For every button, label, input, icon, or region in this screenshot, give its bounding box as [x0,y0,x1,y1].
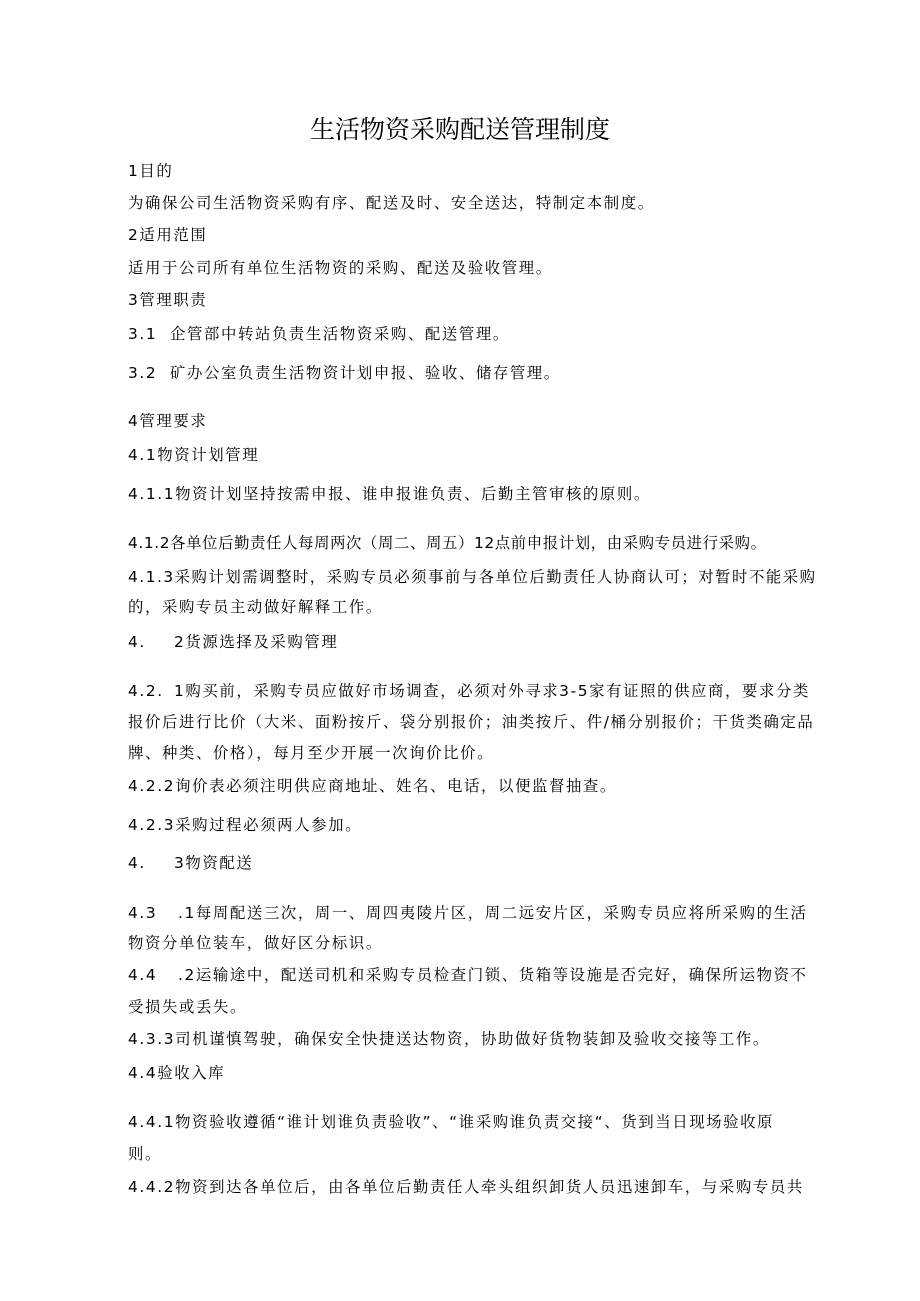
paragraph: 的，采购专员主动做好解释工作。 [128,598,383,616]
paragraph: 4.4.2物资到达各单位后，由各单位后勤责任人牵头组织卸货人员迅速卸车，与采购专员共 [128,1178,804,1196]
document-title: 生活物资采购配送管理制度 [309,115,610,144]
paragraph: 4.4.1物资验收遵循“谁计划谁负责验收”、“谁采购谁负责交接“、货到当日现场验收原 [128,1113,775,1131]
paragraph: 4.2.3采购过程必须两人参加。 [128,816,363,834]
section-heading-purpose: 1目的 [128,162,174,180]
section-heading-requirements: 4管理要求 [128,412,208,430]
subsection-heading: 4.4验收入库 [128,1064,226,1082]
clause-text: 1购买前，采购专员应做好市场调查，必须对外寻求3-5家有证照的供应商，要求分类 [174,682,811,700]
paragraph: 则。 [128,1145,162,1163]
subsection-heading [128,846,818,880]
clause-number: 4.2. [128,682,164,700]
clause-text: .1每周配送三次，周一、周四夷陵片区，周二远安片区，采购专员应将所采购的生活 [178,904,808,922]
paragraph: 为确保公司生活物资采购有序、配送及时、安全送达，特制定本制度。 [128,194,655,212]
paragraph: 受损失或丢失。 [128,998,247,1016]
section-heading-responsibilities: 3管理职责 [128,291,208,309]
paragraph: 4.2.2询价表必须注明供应商地址、姓名、电话，以便监督抽查。 [128,777,617,795]
paragraph: 4.3.3司机谨慎驾驶，确保安全快捷送达物资，协助做好货物装卸及验收交接等工作。 [128,1030,770,1048]
clause-text: .2运输途中，配送司机和采购专员检查门锁、货箱等设施是否完好，确保所运物资不 [178,966,808,984]
clause-number: 4. [128,854,146,872]
paragraph: 牌、种类、价格），每月至少开展一次询价比价。 [128,744,495,762]
paragraph: 适用于公司所有单位生活物资的采购、配送及验收管理。 [128,259,553,277]
clause-number: 4.4 [128,966,158,984]
clause-text: 2货源选择及采购管理 [174,633,339,651]
clause-number: 3.2 [128,364,158,382]
clause-3-1 [128,317,818,351]
paragraph: 4.1.3采购计划需调整时，采购专员必须事前与各单位后勤责任人协商认可；对暂时不能采购 [128,568,817,586]
clause-4-3-2 [128,958,818,992]
subsection-heading: 4.1物资计划管理 [128,446,260,464]
paragraph: 物资分单位装车，做好区分标识。 [128,934,383,952]
clause-4-3-1 [128,896,818,930]
clause-text: 矿办公室负责生活物资计划申报、验收、储存管理。 [170,364,561,382]
paragraph: 报价后进行比价（大米、面粉按斤、袋分别报价；油类按斤、件/桶分别报价；干货类确定品 [128,713,815,731]
paragraph: 4.1.2各单位后勤责任人每周两次（周二、周五）12点前申报计划，由采购专员进行采购。 [128,534,767,552]
section-heading-scope: 2适用范围 [128,226,208,244]
subsection-heading [128,625,818,659]
clause-text: 企管部中转站负责生活物资采购、配送管理。 [170,325,510,343]
clause-number: 3.1 [128,325,158,343]
clause-3-2 [128,356,818,390]
clause-number: 4. [128,633,146,651]
clause-text: 3物资配送 [174,854,254,872]
clause-4-2-1 [128,674,818,708]
clause-number: 4.3 [128,904,158,922]
paragraph: 4.1.1物资计划坚持按需申报、谁申报谁负责、后勤主管审核的原则。 [128,485,651,503]
